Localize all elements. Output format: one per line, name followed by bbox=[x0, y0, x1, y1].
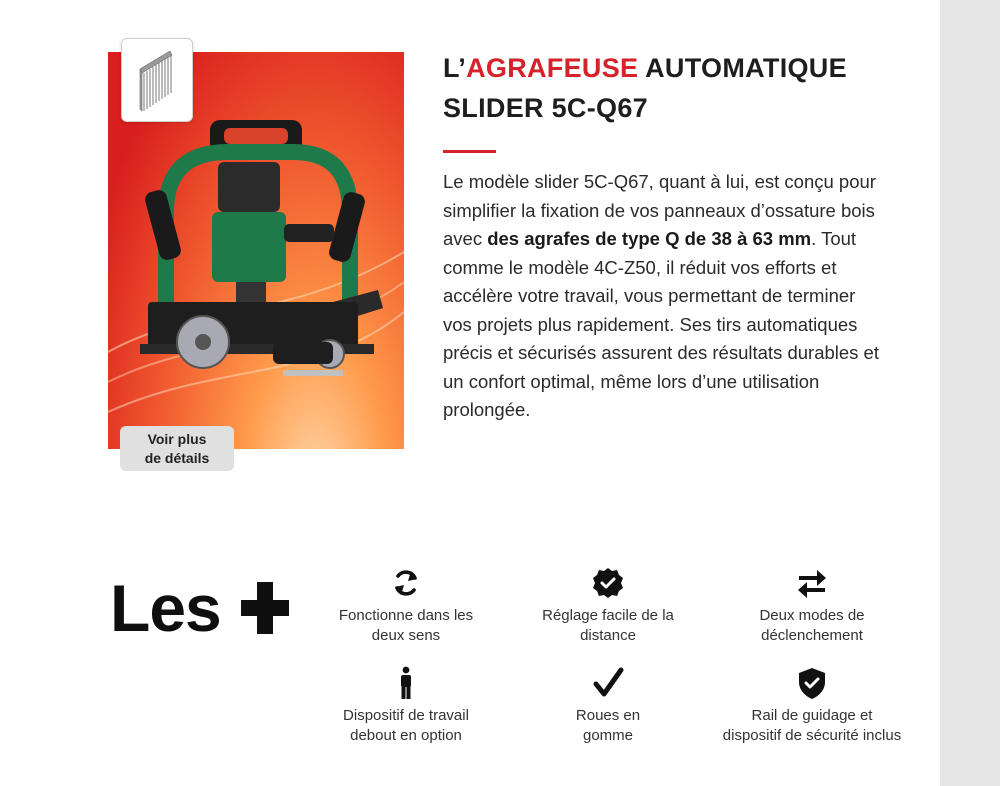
product-description bbox=[443, 168, 883, 425]
description-bold: des agrafes de type Q de 38 à 63 mm bbox=[487, 228, 812, 249]
feature-5-line2: gomme bbox=[582, 727, 634, 744]
feature-item bbox=[712, 566, 912, 646]
rotate-arrows-icon bbox=[389, 566, 423, 600]
feature-item bbox=[306, 666, 506, 746]
feature-3-line2: déclenchement bbox=[761, 627, 863, 644]
feature-1-line2: deux sens bbox=[371, 627, 441, 644]
feature-2-line1: Réglage facile de la bbox=[542, 607, 674, 624]
description-part1: Le modèle slider 5C-Q67, quant à lui, est conçu pour simplifier la fixation de vos panneaux d’ossature bois avec bbox=[443, 171, 876, 249]
feature-6-line1: Rail de guidage et bbox=[751, 707, 873, 724]
title-prefix: L’ bbox=[443, 53, 467, 83]
staples-icon bbox=[122, 39, 192, 121]
checkmark-icon bbox=[591, 666, 625, 700]
feature-2-line2: distance bbox=[580, 627, 636, 644]
feature-item bbox=[508, 666, 708, 746]
title-divider bbox=[443, 150, 496, 153]
title-rest: AUTOMATIQUE bbox=[638, 53, 847, 83]
plus-icon bbox=[241, 582, 289, 634]
standing-person-icon bbox=[389, 666, 423, 700]
description-part2: . Tout comme le modèle 4C-Z50, il réduit vos efforts et accélère votre travail, vous permettant de terminer vos projets plus rapidement. Ses tirs automatiques précis et sécurisés assurent des résultats durables et un confort optimal, même lors d’une utilisation prolongée. bbox=[443, 228, 879, 420]
title-line2: SLIDER 5C-Q67 bbox=[443, 93, 648, 123]
title-accent: AGRAFEUSE bbox=[466, 53, 639, 83]
details-button[interactable] bbox=[120, 426, 234, 471]
feature-item bbox=[508, 566, 708, 646]
page-title bbox=[443, 48, 923, 128]
advantages-heading: Les bbox=[110, 571, 221, 645]
details-button-line2: de détails bbox=[144, 450, 210, 466]
swap-arrows-icon bbox=[795, 566, 829, 600]
feature-4-line2: debout en option bbox=[350, 727, 462, 744]
badge-check-icon bbox=[591, 566, 625, 600]
feature-1-line1: Fonctionne dans les bbox=[338, 607, 474, 624]
staples-thumbnail[interactable] bbox=[121, 38, 193, 122]
feature-item bbox=[306, 566, 506, 646]
feature-5-line1: Roues en bbox=[575, 707, 641, 724]
feature-3-line1: Deux modes de bbox=[759, 607, 865, 624]
shield-check-icon bbox=[795, 666, 829, 700]
feature-4-line1: Dispositif de travail bbox=[343, 707, 469, 724]
details-button-line1: Voir plus bbox=[147, 431, 207, 447]
feature-item bbox=[712, 666, 912, 746]
feature-6-line2: dispositif de sécurité inclus bbox=[722, 727, 902, 744]
right-side-panel bbox=[940, 0, 1000, 786]
